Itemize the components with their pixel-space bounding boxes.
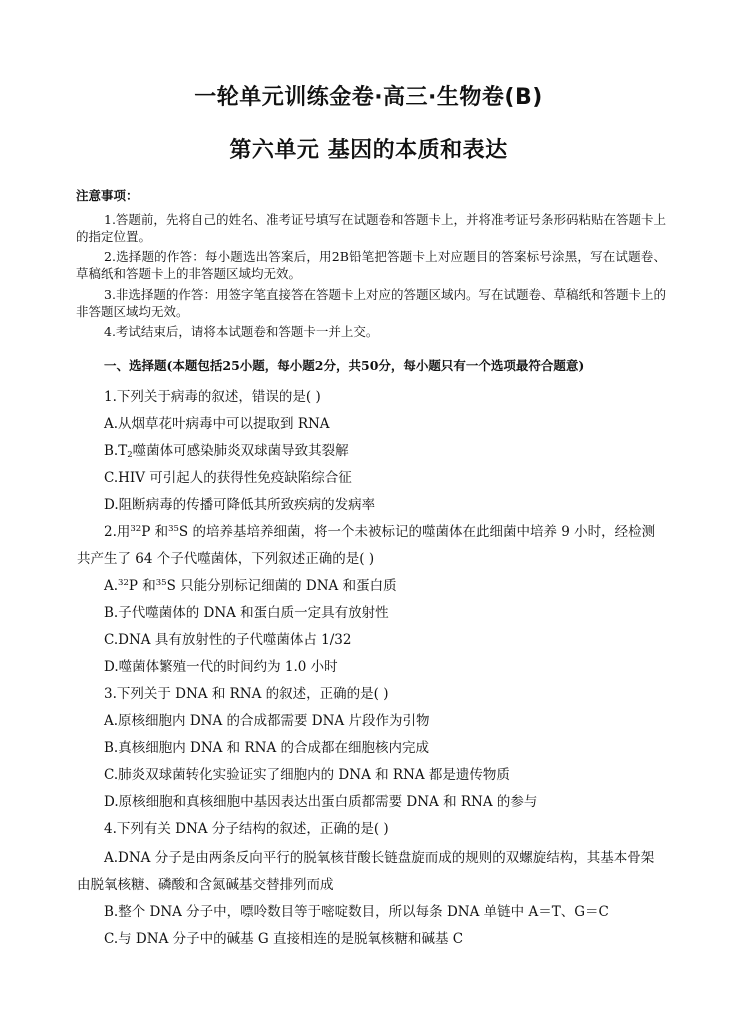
notice-item-2: 2.选择题的作答：每小题选出答案后，用2B铅笔把答题卡上对应题目的答案标号涂黑，写在试题卷、草稿纸和答题卡上的非答题区域均无效。 [76,249,666,281]
q3-option-d: D.原核细胞和真核细胞中基因表达出蛋白质都需要 DNA 和 RNA 的参与 [104,794,538,810]
q3-option-c: C.肺炎双球菌转化实验证实了细胞内的 DNA 和 RNA 都是遗传物质 [104,767,510,783]
q3-option-b: B.真核细胞内 DNA 和 RNA 的合成都在细胞核内完成 [104,740,429,756]
q4-option-b: B.整个 DNA 分子中，嘌呤数目等于嘧啶数目，所以每条 DNA 单链中 A＝T、G＝C [104,904,609,920]
q1-option-a: A.从烟草花叶病毒中可以提取到 RNA [104,416,330,432]
q2-option-d: D.噬菌体繁殖一代的时间约为 1.0 小时 [104,659,338,675]
q4-option-a-continued: 由脱氧核糖、磷酸和含氮碱基交替排列而成 [77,877,334,893]
q2-option-c: C.DNA 具有放射性的子代噬菌体占 1/32 [104,632,352,648]
q1-option-d: D.阻断病毒的传播可降低其所致疾病的发病率 [104,497,376,513]
q2-stem-continued: 共产生了 64 个子代噬菌体，下列叙述正确的是( ) [77,551,375,567]
notice-heading: 注意事项： [76,188,139,203]
q4-stem: 4.下列有关 DNA 分子结构的叙述，正确的是( ) [104,821,389,837]
q4-option-a: A.DNA 分子是由两条反向平行的脱氧核苷酸长链盘旋而成的规则的双螺旋结构，其基本骨架 [104,850,655,866]
q2-option-a: A.$^{32}$P 和$^{35}$S 只能分别标记细菌的 DNA 和蛋白质 [104,578,397,594]
section-heading: 一、选择题(本题包括25小题，每小题2分，共50分，每小题只有一个选项最符合题意) [104,358,585,373]
notice-item-1: 1.答题前，先将自己的姓名、准考证号填写在试题卷和答题卡上，并将准考证号条形码粘贴在答题卡上的指定位置。 [76,212,666,244]
notice-item-3: 3.非选择题的作答：用签字笔直接答在答题卡上对应的答题区域内。写在试题卷、草稿纸和答题卡上的非答题区域均无效。 [76,287,666,319]
q3-option-a: A.原核细胞内 DNA 的合成都需要 DNA 片段作为引物 [104,713,430,729]
unit-title: 第六单元 基因的本质和表达 [229,138,508,163]
notice-item-4: 4.考试结束后，请将本试题卷和答题卡一并上交。 [104,324,379,339]
q1-stem: 1.下列关于病毒的叙述，错误的是( ) [104,389,321,405]
q2-option-b: B.子代噬菌体的 DNA 和蛋白质一定具有放射性 [104,605,389,621]
q4-option-c: C.与 DNA 分子中的碱基 G 直接相连的是脱氧核糖和碱基 C [104,931,464,947]
exam-title: 一轮单元训练金卷·高三·生物卷(B) [194,85,543,110]
q1-option-c: C.HIV 可引起人的获得性免疫缺陷综合征 [104,470,352,486]
q3-stem: 3.下列关于 DNA 和 RNA 的叙述，正确的是( ) [104,686,389,702]
q1-option-b: $B.T_2$噬菌体可感染肺炎双球菌导致其裂解 [104,443,349,460]
q2-stem: 2.用$^{32}$P 和$^{35}$S 的培养基培养细菌，将一个未被标记的噬菌体在此细菌中培养 9 小时，经检测 [104,524,656,540]
